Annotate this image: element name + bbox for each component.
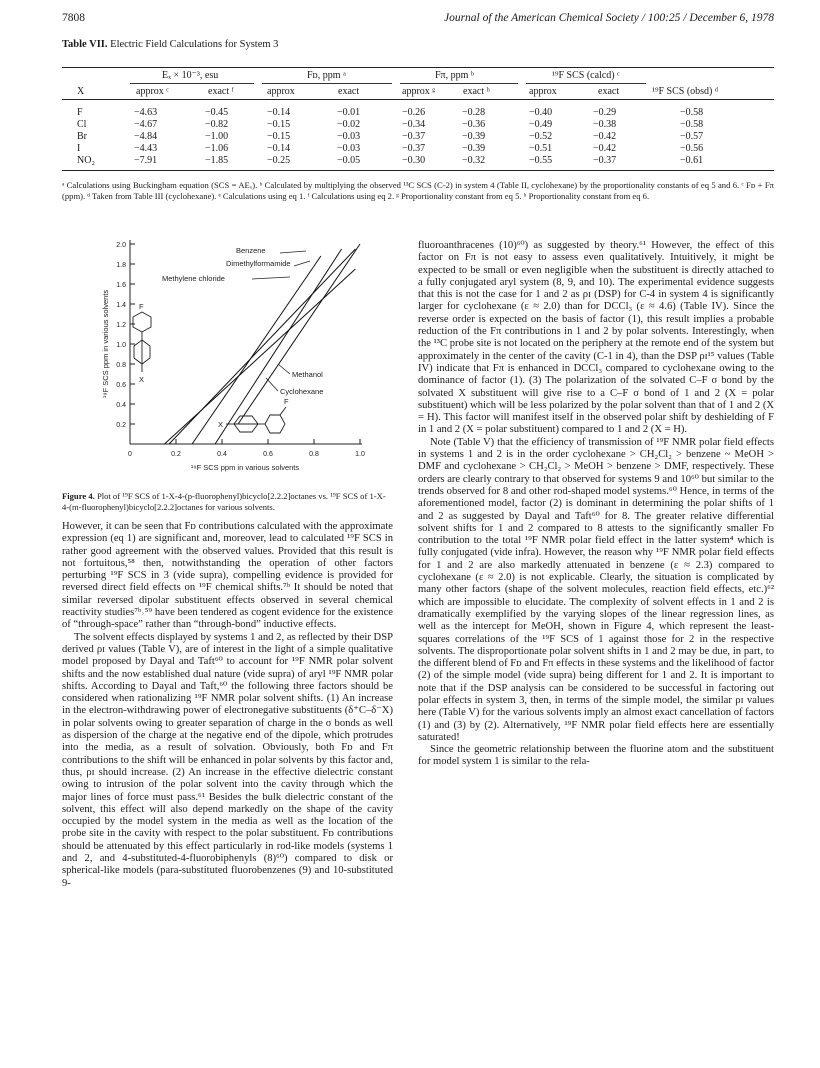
- figure-label: Figure 4.: [62, 491, 95, 501]
- table-bottom-rule: [62, 170, 774, 171]
- figure-4: [40, 232, 400, 477]
- leader-line: [280, 251, 306, 253]
- atom-label: X: [218, 420, 224, 429]
- table-cell: −0.52: [529, 131, 553, 142]
- line-label: Cyclohexane: [280, 387, 324, 396]
- table-cell: −0.32: [462, 155, 486, 166]
- page-number: 7808: [62, 12, 85, 24]
- x-tick-label: 0.8: [309, 451, 319, 458]
- col-header: approx ᶜ: [136, 86, 169, 97]
- right-column: [418, 240, 774, 769]
- x-tick-label: 0.4: [217, 451, 227, 458]
- series-line: [238, 244, 360, 424]
- bond-line: [280, 407, 286, 415]
- paragraph: fluoroanthracenes (10)⁶⁰) as suggested by theory.⁶¹ However, the effect of this factor on Fπ is not easy to assess even qualitatively. Intuitively, it might be expected to be small or even negligible when the substituent is directly attached to a fully conjugated aryl system (8, 9, and 10). The experimental evidence suggests that this is not the case for 1 and 2 as ρɪ (DSP) for C-4 in system 4 is significantly larger for cyclohexane (ε ≈ 2.0) than for DCCl₃ (ε ≈ 4.6) (Table IV). Since the reverse order is expected on the basis of factor (1), this result implies a probable reduction of the Fπ contributions in 1 and 2 by polar solvents. Interestingly, when the ¹³C probe site is not located on the periphery at the remote end of the system but approximately in the center of the cavity (C-1 in 4), than the DSP ρɪ¹⁵ values (Table IV) indicate that Fπ is enhanced in DCCl₃ compared to cyclohexane owing to the dominance of factor (1). (3) The polarization of the solvated C–F σ bond by the solvated X substituent will give rise to a C–F σ bond of 1 and 2 (X = polar substituent) which will be less polarized by the polar solvent than that of 1 and 2 (X = H). This factor will manifest itself in the observed polar shift by deshielding of F in 1 and 2 (X = polar substituent) compared to 1 and 2 (X = H).: [418, 240, 774, 436]
- structure-drawings: [133, 312, 286, 433]
- journal-title: Journal of the American Chemical Society / 100:25 / December 6, 1978: [443, 12, 774, 24]
- col-header: X: [77, 86, 85, 97]
- group-header: Eₓ × 10⁻³, esu: [162, 70, 219, 81]
- table-cell: −0.01: [337, 107, 361, 118]
- x-axis-label: ¹⁹F SCS ppm in various solvents: [190, 463, 300, 472]
- table-cell: −0.15: [267, 119, 291, 130]
- col-header: ¹⁹F SCS (obsd) ᵈ: [652, 86, 719, 97]
- left-column: [62, 521, 393, 890]
- table-cell: −0.38: [593, 119, 617, 130]
- line-label: Methanol: [292, 370, 323, 379]
- table-cell: −4.67: [134, 119, 158, 130]
- series-line: [192, 256, 324, 444]
- table-cell: −0.26: [402, 107, 426, 118]
- table-cell: −0.05: [337, 155, 361, 166]
- group-header: Fπ, ppm ᵇ: [435, 70, 474, 81]
- table-cell: Br: [77, 131, 87, 142]
- table-title: [62, 39, 278, 50]
- x-tick-label: 0: [128, 451, 132, 458]
- table-footnote: ᵃ Calculations using Buckingham equation (SCS = AEₓ). ᵇ Calculated by multiplying the observed ¹³C SCS (C-2) in system 4 (Table II, cyclohexane) by the proportionality constants of eq 5 and 6. ᶜ Fᴅ + Fπ (ppm). ᵈ Taken from Table III (cyclohexane). ᵉ Calculations using eq 1. ᶠ Calculations using eq 2. ᵍ Proportionality constant from eq 5. ʰ Proportionality constant from eq 6.: [62, 180, 774, 201]
- table-cell: −0.57: [680, 131, 704, 142]
- table-top-rule: [62, 67, 774, 68]
- col-header: approx ᵍ: [402, 86, 436, 97]
- col-header: approx: [267, 86, 295, 97]
- table-cell: −0.36: [462, 119, 486, 130]
- table-cell: −0.45: [205, 107, 229, 118]
- y-tick-label: 1.2: [116, 322, 126, 329]
- table-cell: −0.55: [529, 155, 553, 166]
- table-cell: −0.58: [680, 119, 704, 130]
- group-underline: [130, 83, 254, 84]
- figure-caption-text: Plot of ¹⁹F SCS of 1-X-4-(p-fluorophenyl)bicyclo[2.2.2]octanes vs. ¹⁹F SCS of 1-X-4-(m-fluorophenyl)bicyclo[2.2.2]octanes for various solvents.: [62, 491, 386, 512]
- atom-label: X: [139, 375, 145, 384]
- group-underline: [400, 83, 518, 84]
- table-cell: −0.25: [267, 155, 291, 166]
- group-header: Fᴅ, ppm ᵃ: [307, 70, 346, 81]
- group-underline: [262, 83, 392, 84]
- table-cell: F: [77, 107, 83, 118]
- y-tick-label: 1.0: [116, 342, 126, 349]
- table-cell: −0.58: [680, 107, 704, 118]
- paragraph: The solvent effects displayed by systems 1 and 2, as reflected by their DSP derived ρɪ values (Table V), are of interest in the light of a simple qualitative model proposed by Dayal and Taft⁶⁰ to account for ¹⁹F NMR polar solvent shifts and the now established dual nature (vide supra) of aryl ¹⁹F NMR polar shifts. According to Dayal and Taft,⁶⁰ the following three factors should be considered when rationalizing ¹⁹F NMR polar solvent shifts. (1) An increase in the electron-withdrawing power of electronegative substituents (δ⁺C–δ⁻X) in polar solvents owing to greater separation of charge in the σ bonds as well as dispersion of the charge at the negative end of the dipole, which protrudes into the media, as a result of solvation. Obviously, both Fᴅ and Fπ contributions to the shift will be enhanced in polar solvents by this factor and, thus, ρɪ should increase. (2) An increase in the effective dielectric constant owing to intrusion of the polar solvent into the cavity through which the major lines of force must pass.⁶¹ Besides the bulk dielectric constant of the solvent, this effect will also depend markedly on the shape of the cavity occupied by the model system in the media as well as the location of the probe site in the cavity with respect to the polar substituent. Fᴅ contributions should be attenuated by this effect particularly in rod-like models (systems 1 and 2, and 4-substituted-4-fluorobiphenyls (8)⁶⁰) compared to disk or spherical-like models (para-substituted fluorobenzenes (9) and 10-substituted 9-: [62, 631, 393, 889]
- table-cell: −0.02: [337, 119, 361, 130]
- table-cell: −4.43: [134, 143, 158, 154]
- y-tick-label: 0.4: [116, 402, 126, 409]
- table-cell: −0.37: [593, 155, 617, 166]
- y-tick-label: 1.4: [116, 302, 126, 309]
- paragraph: However, it can be seen that Fᴅ contributions calculated with the approximate expression (eq 1) are significant and, moreover, lead to calculated ¹⁹F SCS in rather good agreement with the observed values. Provided that this result is not fortuitous,⁵⁸ then, notwithstanding the operation of other factors perturbing ¹⁹F SCS in 3 (vide supra), compelling evidence is provided for reversed direct field effects on ¹⁹F chemical shifts.⁷ᵇ It should be noted that similar reversed dipolar substituent effects observed in several chemical reactivity studies⁷ᵇ˒⁵⁹ have been tendered as cogent evidence for the existence of “through-space” rather than “through-bond” inductive effects.: [62, 521, 393, 631]
- col-header: exact ᶠ: [208, 86, 234, 97]
- table-cell: −0.03: [337, 143, 361, 154]
- table-cell: NO₂: [77, 155, 95, 166]
- group-header: ¹⁹F SCS (calcd) ᶜ: [552, 70, 620, 81]
- line-label: Methylene chloride: [162, 274, 225, 283]
- figure-caption: [62, 491, 392, 513]
- paragraph: Since the geometric relationship between the fluorine atom and the substituent for model system 1 is similar to the rela-: [418, 744, 774, 768]
- y-tick-label: 0.8: [116, 362, 126, 369]
- table-cell: −0.42: [593, 143, 617, 154]
- table-cell: −0.28: [462, 107, 486, 118]
- table-cell: −0.82: [205, 119, 229, 130]
- table-cell: −0.51: [529, 143, 553, 154]
- leader-line: [294, 261, 310, 266]
- y-tick-label: 2.0: [116, 242, 126, 249]
- table-cell: −0.56: [680, 143, 704, 154]
- series-line: [165, 269, 356, 444]
- col-header: approx: [529, 86, 557, 97]
- table-cell: −0.42: [593, 131, 617, 142]
- table-header-rule: [62, 99, 774, 100]
- page-header: [62, 12, 774, 28]
- table-cell: −0.37: [402, 143, 426, 154]
- table-cell: −0.03: [337, 131, 361, 142]
- y-tick-label: 1.8: [116, 262, 126, 269]
- table-cell: −0.29: [593, 107, 617, 118]
- group-underline: [526, 83, 646, 84]
- leader-line: [278, 364, 290, 374]
- table-cell: −1.06: [205, 143, 229, 154]
- table-cell: −0.40: [529, 107, 553, 118]
- line-label: Benzene: [236, 246, 266, 255]
- x-tick-label: 1.0: [355, 451, 365, 458]
- table-cell: I: [77, 143, 81, 154]
- benzene-ring-icon: [265, 415, 285, 433]
- y-tick-label: 0.6: [116, 382, 126, 389]
- y-tick-label: 0.2: [116, 422, 126, 429]
- col-header: exact: [338, 86, 360, 97]
- table-cell: −0.14: [267, 143, 291, 154]
- table-cell: −0.34: [402, 119, 426, 130]
- x-tick-label: 0.2: [171, 451, 181, 458]
- plot-marks: [139, 244, 360, 444]
- y-axis-label: ¹⁹F SCS ppm in various solvents: [101, 289, 110, 399]
- table-label: Table VII.: [62, 39, 108, 50]
- figure-plot: [40, 232, 400, 477]
- table-cell: −0.37: [402, 131, 426, 142]
- table-cell: −0.14: [267, 107, 291, 118]
- atom-label: F: [284, 397, 289, 406]
- table-cell: −0.61: [680, 155, 704, 166]
- table-cell: −0.15: [267, 131, 291, 142]
- line-label: Dimethylformamide: [226, 259, 291, 268]
- x-tick-label: 0.6: [263, 451, 273, 458]
- y-tick-label: 1.6: [116, 282, 126, 289]
- table-cell: Cl: [77, 119, 87, 130]
- table-cell: −1.00: [205, 131, 229, 142]
- leader-line: [266, 378, 278, 391]
- col-header: exact: [598, 86, 620, 97]
- atom-label: F: [139, 302, 144, 311]
- table-cell: −0.39: [462, 143, 486, 154]
- table-cell: −1.85: [205, 155, 229, 166]
- col-header: exact ʰ: [463, 86, 490, 97]
- benzene-ring-icon: [133, 312, 151, 332]
- paragraph: Note (Table V) that the efficiency of transmission of ¹⁹F NMR polar field effects in systems 1 and 2 is in the order cyclohexane > CH₂Cl₂ > benzene ~ MeOH > DMF and cyclohexane > CH₂Cl₂ > MeOH > benzene > DMF, respectively. These orders are clearly contrary to that observed for systems 9 and 10⁶⁰ but similar to the trends observed for 8 and other rod-shaped model systems.⁶⁰ Hence, in terms of the aforementioned model, factor (2) is dominant in determining the polar shifts of 1 and 2 as suggested by Dayal and Taft⁶⁰ for 8. The greater relative differential solvent shifts for 1 and 2 compared to 8 attests to the significantly smaller Fᴅ contribution to the total ¹⁹F NMR polar field effect in the latter system⁴ which is fully conjugated (vide infra). However, the reason why ¹⁹F NMR polar field effects for 1 and 2 are also markedly attenuated in benzene (ε ≈ 2.3) compared to cyclohexane (ε ≈ 2.0) is not explicable. Clearly, the situation is complicated by many other factors (shape of the solvent molecules, reaction field effects, etc.)⁶² which are impossible to elucidate. The complexity of solvent effects in 1 and 2 is dramatically exemplified by the varying slopes of the linear regression lines, as well as the intercept for MeOH, shown in Figure 4, which represent the least-squares correlations of the ¹⁹F SCS of 1 against those for 2 in the respective solvents. The disproportionate polar solvent shifts in 1 and 2 may be due, in part, to the different blend of Fᴅ and Fπ effects in these systems and the likelihood of factor (2) of the simple model (vide supra) being different for 1 and 2. It is important to note that if the DSP analysis can be considered to be successful in factoring out polar effects in system 3, then, in terms of the simple model, the similar ρɪ values here (Table V) for the various solvents imply an almost exact cancellation of factors (1) and (3) by (2). Alternatively, ¹⁹F NMR polar field effects here are essentially saturated!: [418, 436, 774, 743]
- table-caption: Electric Field Calculations for System 3: [110, 39, 279, 50]
- leader-line: [252, 277, 290, 279]
- table-cell: −7.91: [134, 155, 158, 166]
- table-cell: −0.39: [462, 131, 486, 142]
- table-cell: −4.63: [134, 107, 158, 118]
- table-cell: −4.84: [134, 131, 158, 142]
- table-cell: −0.49: [529, 119, 553, 130]
- table-cell: −0.30: [402, 155, 426, 166]
